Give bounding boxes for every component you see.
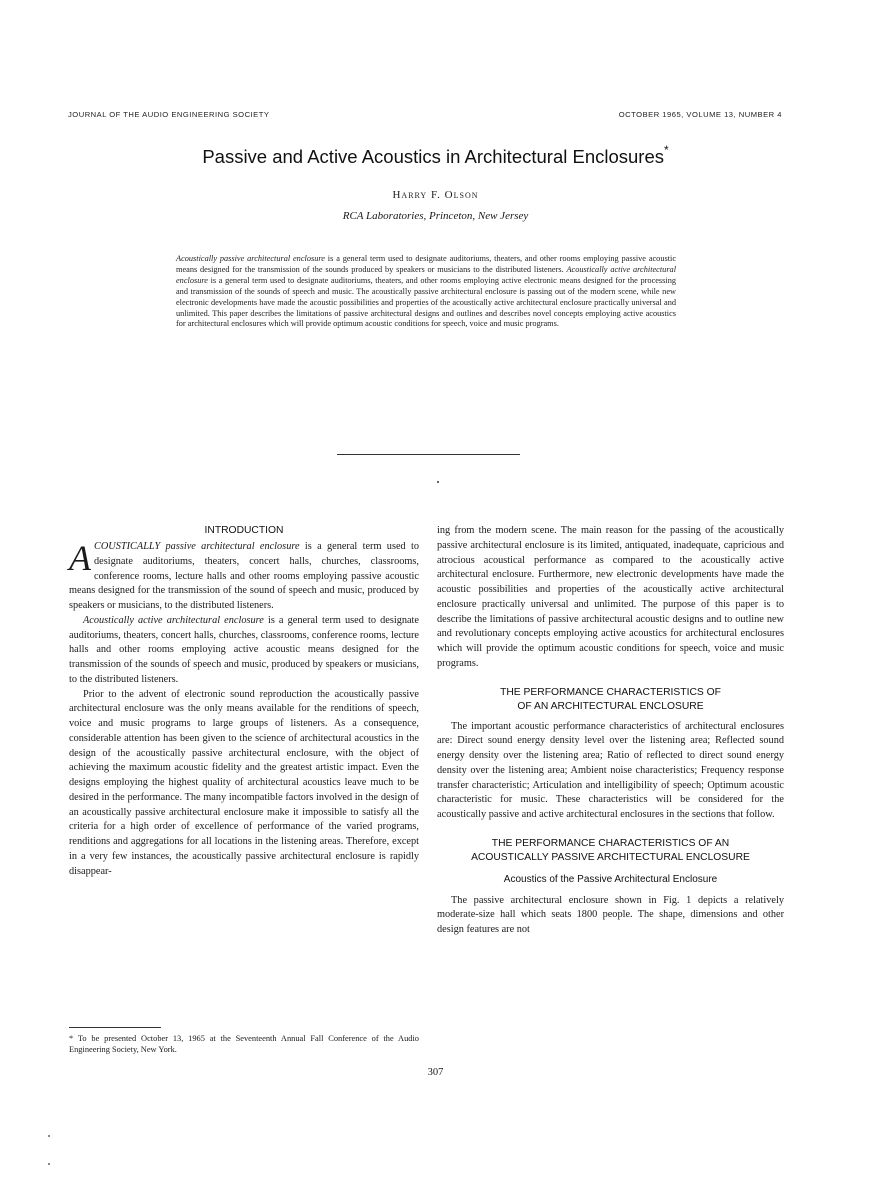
abstract-divider bbox=[337, 454, 520, 455]
footnote: * To be presented October 13, 1965 at the Seventeenth Annual Fall Conference of the Audio Engineering Society, New York. bbox=[69, 1034, 419, 1054]
intro-caps-word: COUSTICALLY bbox=[94, 541, 161, 552]
intro-paragraph-3-continued: ing from the modern scene. The main reason for the passing of the acoustically passive architectural enclosure is its limited, antiquated, inadequate, capricious and atrocious acoustical performance as compared to the acoustically active architectural enclosure. Furthermore, new electronic developments have made the acoustic possibilities and properties of the acoustically active architectural enclosure practically universal and unlimited. The purpose of this paper is to describe the limitations of passive architectural acoustic designs and to outline new and revolutionary concepts employing active acoustics for architectural enclosures which will provide the optimum acoustic conditions for speech, voice and music programs. bbox=[437, 525, 784, 669]
abstract bbox=[176, 254, 676, 330]
abstract-text-1: is a general term used to designate auditoriums, theaters, and other rooms employing passive acoustic means designed for the transmission of the sounds produced by speakers or musicians to the distributed listeners. bbox=[176, 254, 676, 274]
abstract-term-active: Acoustically active architectural enclosure bbox=[176, 264, 676, 285]
section-heading-performance bbox=[437, 686, 784, 714]
left-column bbox=[69, 524, 419, 879]
right-column bbox=[437, 524, 784, 938]
journal-header: JOURNAL OF THE AUDIO ENGINEERING SOCIETY bbox=[68, 110, 270, 119]
issue-header: OCTOBER 1965, VOLUME 13, NUMBER 4 bbox=[618, 110, 782, 119]
intro-paragraph-2 bbox=[69, 614, 419, 688]
section-heading-line-1: THE PERFORMANCE CHARACTERISTICS OF AN bbox=[491, 837, 730, 849]
abstract-term-passive: Acoustically passive architectural enclosure bbox=[176, 254, 325, 263]
title-text: Passive and Active Acoustics in Architectural Enclosures bbox=[202, 146, 665, 168]
section-heading-line-1: THE PERFORMANCE CHARACTERISTICS OF bbox=[500, 686, 721, 698]
abstract-text-2: is a general term used to designate auditoriums, theaters, and other rooms employing active electronic means designed for the processing and transmission of the sounds of speech and music. The acoustically passive architectural enclosure is passing out of the modern scene, while new electronic developments have made the acoustic possibilities and properties of the acoustically active architectural enclosure practically universal and unlimited. This paper describes the limitations of passive architectural designs and outlines and describes novel concepts employing active acoustics for architectural enclosures which will provide optimum acoustic conditions for speech, voice and music programs. bbox=[176, 275, 676, 329]
scan-speck bbox=[48, 1163, 50, 1165]
page-number: 307 bbox=[427, 1067, 444, 1078]
section-heading-line-2: ACOUSTICALLY PASSIVE ARCHITECTURAL ENCLOSURE bbox=[471, 851, 750, 863]
subsection-heading: Acoustics of the Passive Architectural Enclosure bbox=[503, 873, 718, 885]
performance-paragraph: The important acoustic performance characteristics of architectural enclosures are: Direct sound energy density level over the listening area; Reflected sound energy density over the listening area; Ratio of reflected to direct sound energy density over the listening area; Ambient noise characteristics; Frequency response transfer characteristic; Articulation and intelligibility of speech; Optimum acoustic characteristic for music. These characteristics will be considered for the acoustically passive and active architectural enclosures in the sections that follow. bbox=[437, 720, 784, 820]
author-affiliation: RCA Laboratories, Princeton, New Jersey bbox=[342, 210, 529, 222]
footnote-divider bbox=[69, 1027, 161, 1028]
drop-cap: A bbox=[69, 538, 91, 578]
author-name: Harry F. Olson bbox=[392, 189, 479, 201]
passive-acoustics-paragraph: The passive architectural enclosure shown in Fig. 1 depicts a relatively moderate-size hall which seats 1800 people. The shape, dimensions and other design features are not bbox=[437, 894, 784, 935]
section-heading-passive bbox=[437, 837, 784, 865]
scan-speck bbox=[48, 1135, 50, 1137]
intro-paragraph-1 bbox=[69, 540, 419, 614]
paper-title bbox=[0, 145, 871, 168]
scan-speck bbox=[437, 481, 439, 483]
section-heading-line-2: OF AN ARCHITECTURAL ENCLOSURE bbox=[517, 700, 704, 712]
intro-heading: INTRODUCTION bbox=[204, 525, 284, 536]
title-footnote-mark: * bbox=[664, 143, 669, 157]
intro-term-passive: passive architectural enclosure bbox=[165, 541, 300, 552]
intro-term-active: Acoustically active architectural enclosure bbox=[83, 614, 264, 626]
intro-text-1: is a general term used to designate auditoriums, theaters, concert halls, churches, classrooms, conference rooms, lecture halls and other rooms employing passive acoustic means designed for the transmission of the sound of speech and music, produced by speakers or musicians, to the distributed listeners. bbox=[69, 541, 420, 611]
intro-text-2: is a general term used to designate auditoriums, theaters, concert halls, churches, classrooms, conference rooms, lecture halls and other rooms employing active acoustic means designed for the transmission of the sounds of speech and music, produced by speakers or musicians, to the distributed listeners. bbox=[69, 614, 419, 685]
intro-paragraph-3: Prior to the advent of electronic sound reproduction the acoustically passive architectural enclosure was the only means available for the renditions of speech, voice and music programs to large groups of listeners. As a consequence, considerable attention has been given to the science of architectural acoustics in the design of the acoustically passive architectural enclosure, with the object of achieving the maximum acoustic fidelity and the greatest artistic impact. Even the designs employing the highest quality of architectural acoustics leave much to be desired in the performance. The many incompatible factors involved in the design of an acoustically passive architectural enclosure make it impossible to satisfy all the criteria for a high order of excellence of performance of the varied programs, renditions and aggregations for all locations in the listening areas. Therefore, except in a very few instances, the acoustically passive architectural enclosure is rapidly disappear- bbox=[69, 688, 419, 877]
